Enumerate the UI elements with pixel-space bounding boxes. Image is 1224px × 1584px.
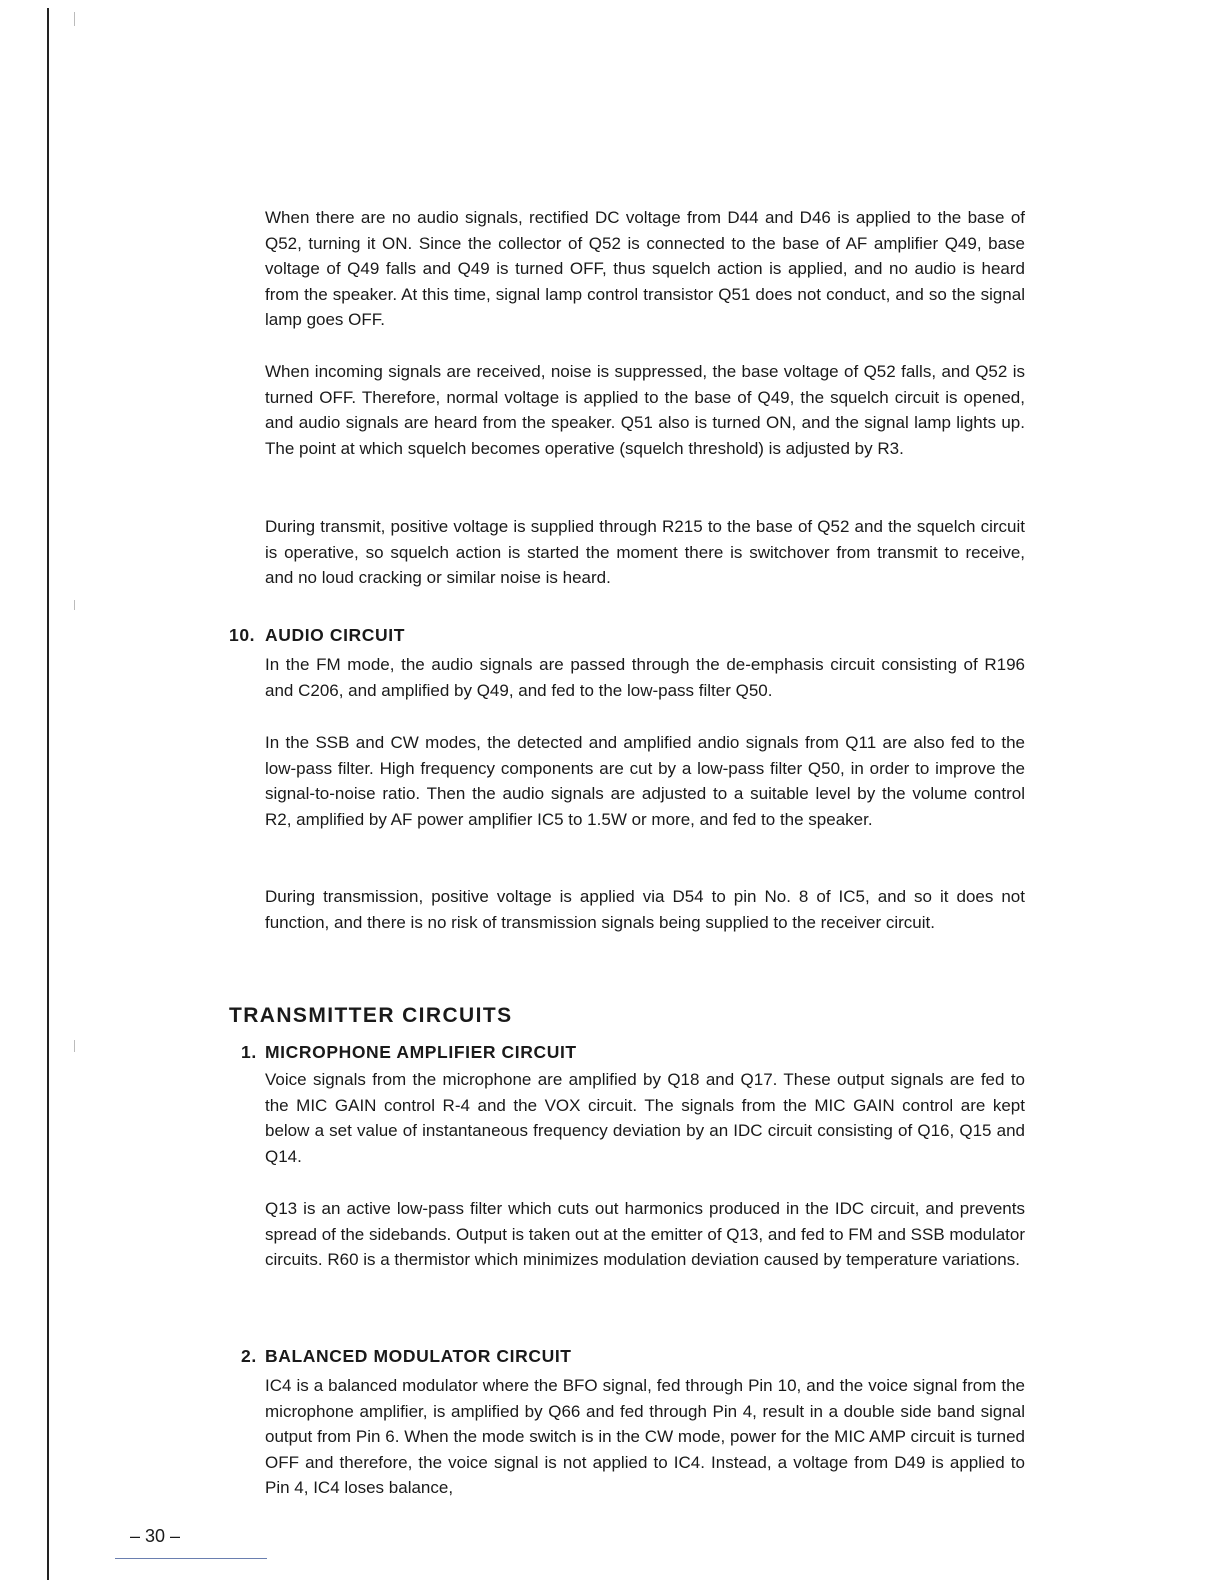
heading-number: 2. <box>241 1346 257 1366</box>
audio-circuit-heading <box>229 625 406 646</box>
audio-paragraph-1: In the FM mode, the audio signals are passed through the de-emphasis circuit consisting of R196 and C206, and amplified by Q49, and fed to the low-pass filter Q50. <box>265 655 1025 700</box>
balanced-modulator-heading <box>241 1346 572 1367</box>
audio-paragraph-3: During transmission, positive voltage is applied via D54 to pin No. 8 of IC5, and so it does not function, and there is no risk of transmission signals being supplied to the receiver circuit. <box>265 887 1025 932</box>
microphone-paragraph-2: Q13 is an active low-pass filter which cuts out harmonics produced in the IDC circuit, and prevents spread of the sidebands. Output is taken out at the emitter of Q13, and fed to FM and SSB modulator circuits. R60 is a thermistor which minimizes modulation deviation caused by temperature variations. <box>265 1199 1025 1270</box>
microphone-paragraph-1: Voice signals from the microphone are amplified by Q18 and Q17. These output signals are fed to the MIC GAIN control R-4 and the VOX circuit. The signals from the MIC GAIN control are kept below a set value of instantaneous frequency deviation by an IDC circuit consisting of Q16, Q15 and Q14. <box>265 1070 1025 1166</box>
squelch-paragraph-3: During transmit, positive voltage is supplied through R215 to the base of Q52 and the squelch circuit is operative, so squelch action is started the moment there is switchover from transmit to receive, and no loud cracking or similar noise is heard. <box>265 517 1025 588</box>
footer-rule <box>115 1558 267 1559</box>
squelch-paragraph-1: When there are no audio signals, rectified DC voltage from D44 and D46 is applied to the base of Q52, turning it ON. Since the collector of Q52 is connected to the base of AF amplifier Q49, base voltage of Q49 falls and Q49 is turned OFF, thus squelch action is applied, and no audio is heard from the speaker. At this time, signal lamp control transistor Q51 does not conduct, and so the signal lamp goes OFF. <box>265 208 1025 330</box>
audio-paragraph-2: In the SSB and CW modes, the detected and amplified andio signals from Q11 are also fed to the low-pass filter. High frequency components are cut by a low-pass filter Q50, in order to improve the signal-to-noise ratio. Then the audio signals are adjusted to a suitable level by the volume control R2, amplified by AF power amplifier IC5 to 1.5W or more, and fed to the speaker. <box>265 733 1025 829</box>
heading-number: 10. <box>229 625 256 645</box>
squelch-paragraph-2: When incoming signals are received, noise is suppressed, the base voltage of Q52 falls, and Q52 is turned OFF. Therefore, normal voltage is applied to the base of Q49, the squelch circuit is opened, and audio signals are heard from the speaker. Q51 also is turned ON, and the signal lamp lights up. The point at which squelch becomes operative (squelch threshold) is adjusted by R3. <box>265 362 1025 458</box>
heading-title: MICROPHONE AMPLIFIER CIRCUIT <box>265 1042 577 1062</box>
balanced-modulator-paragraph-1: IC4 is a balanced modulator where the BFO signal, fed through Pin 10, and the voice signal from the microphone amplifier, is amplified by Q66 and fed through Pin 4, result in a double side band signal output from Pin 6. When the mode switch is in the CW mode, power for the MIC AMP circuit is turned OFF and therefore, the voice signal is not applied to IC4. Instead, a voltage from D49 is applied to Pin 4, IC4 loses balance, <box>265 1376 1025 1498</box>
heading-title: AUDIO CIRCUIT <box>265 625 406 645</box>
page-number: – 30 – <box>130 1526 181 1546</box>
heading-title: BALANCED MODULATOR CIRCUIT <box>265 1346 572 1366</box>
heading-number: 1. <box>241 1042 257 1062</box>
microphone-amplifier-heading <box>241 1042 577 1063</box>
transmitter-section-title: TRANSMITTER CIRCUITS <box>229 1004 513 1027</box>
